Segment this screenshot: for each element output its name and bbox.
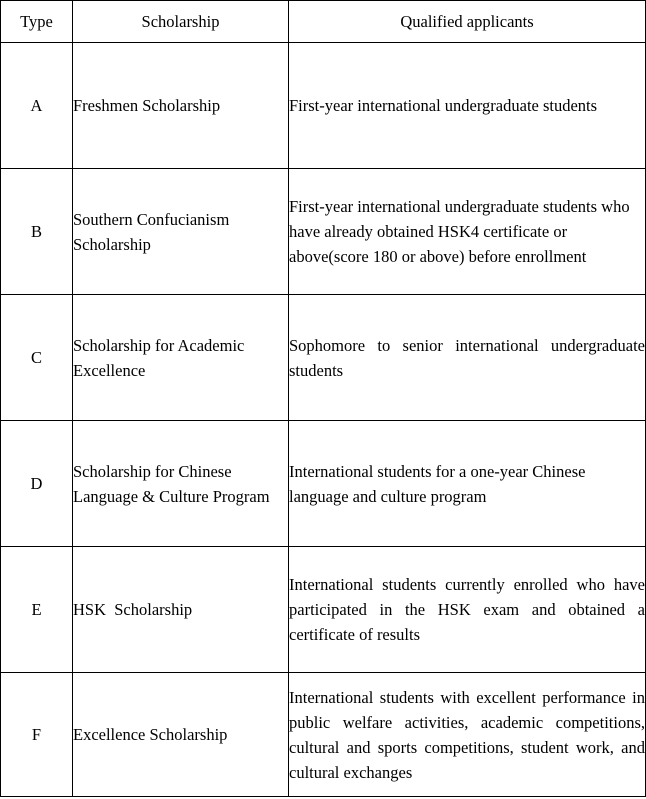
qualified-cell: International students for a one-year Chinese language and culture program — [289, 421, 646, 547]
table-row — [1, 673, 646, 797]
header-qualified-applicants: Qualified applicants — [289, 1, 646, 43]
qualified-cell: International students with excellent performance in public welfare activities, academic competitions, cultural and sports competitions, student work, and cultural exchanges — [289, 673, 646, 797]
table-row — [1, 295, 646, 421]
table-row — [1, 169, 646, 295]
qualified-cell: International students currently enrolled who have participated in the HSK exam and obtained a certificate of results — [289, 547, 646, 673]
type-cell: F — [1, 673, 73, 797]
scholarship-cell: Scholarship for Chinese Language & Culture Program — [73, 421, 289, 547]
table-row — [1, 547, 646, 673]
header-type: Type — [1, 1, 73, 43]
type-cell: B — [1, 169, 73, 295]
header-scholarship: Scholarship — [73, 1, 289, 43]
scholarship-cell: Scholarship for Academic Excellence — [73, 295, 289, 421]
table-header-row — [1, 1, 646, 43]
scholarship-cell: Excellence Scholarship — [73, 673, 289, 797]
type-cell: E — [1, 547, 73, 673]
type-cell: C — [1, 295, 73, 421]
scholarship-cell: Southern Confucianism Scholarship — [73, 169, 289, 295]
scholarship-cell: HSK Scholarship — [73, 547, 289, 673]
qualified-cell: First-year international undergraduate students — [289, 43, 646, 169]
table-row — [1, 43, 646, 169]
qualified-cell: Sophomore to senior international undergraduate students — [289, 295, 646, 421]
type-cell: D — [1, 421, 73, 547]
table-row — [1, 421, 646, 547]
type-cell: A — [1, 43, 73, 169]
qualified-cell: First-year international undergraduate students who have already obtained HSK4 certificate or above(score 180 or above) before enrollment — [289, 169, 646, 295]
scholarship-cell: Freshmen Scholarship — [73, 43, 289, 169]
